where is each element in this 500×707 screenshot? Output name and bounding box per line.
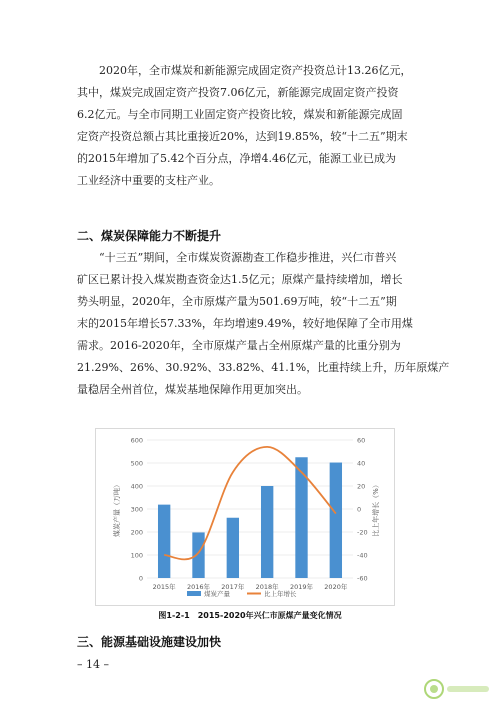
paragraph-coal (77, 247, 450, 401)
text-line: 其中，煤炭完成固定资产投资7.06亿元，新能源完成固定资产投资 (77, 86, 399, 99)
y-tick-label: 600 (130, 436, 143, 445)
y-tick-label: 300 (130, 505, 143, 514)
x-tick-label: 2015年 (152, 583, 176, 591)
y-axis-title: 煤炭产量（万吨） (113, 481, 121, 537)
y2-tick-label: 60 (357, 436, 366, 445)
section-heading-coal: 二、煤炭保障能力不断提升 (77, 229, 222, 243)
site-logo-watermark (422, 677, 492, 701)
text-line: 2020年，全市煤炭和新能源完成固定资产投资总计13.26亿元， (77, 64, 412, 77)
text-line: 末的2015年增长57.33%，年均增速9.49%，较好地保障了全市用煤 (77, 317, 413, 330)
y2-tick-label: -20 (357, 528, 368, 537)
text-line: 势头明显，2020年，全市原煤产量为501.69万吨，较“十二五”期 (77, 295, 397, 308)
text-line: “十三五”期间，全市煤炭资源勘查工作稳步推进，兴仁市普兴 (77, 251, 397, 264)
y-tick-label: 400 (130, 482, 143, 491)
figure-caption: 图1-2-1 2015-2020年兴仁市原煤产量变化情况 (158, 611, 342, 620)
bar-coal-output (261, 486, 273, 578)
text-line: 定资产投资总额占其比重接近20%，达到19.85%，较“十二五”期末 (77, 130, 408, 143)
y2-tick-label: 40 (357, 459, 366, 468)
bar-coal-output (158, 505, 170, 578)
text-line: 工业经济中重要的支柱产业。 (77, 174, 220, 187)
y2-tick-label: -40 (357, 551, 368, 560)
y-tick-label: 200 (130, 528, 143, 537)
x-tick-label: 2017年 (221, 583, 245, 591)
bar-coal-output (330, 463, 342, 578)
legend-label-growth: 比上年增长 (264, 590, 297, 598)
text-line: 矿区已累计投入煤炭勘查资金达1.5亿元；原煤产量持续增加，增长 (77, 273, 403, 286)
bar-coal-output (227, 518, 239, 578)
x-tick-label: 2020年 (324, 583, 348, 591)
x-tick-label: 2019年 (289, 583, 314, 591)
paragraph-investment (77, 60, 429, 192)
y-tick-label: 500 (130, 459, 143, 468)
coal-output-chart (95, 428, 395, 606)
legend-label-coal: 煤炭产量 (204, 590, 230, 598)
page-number: – 14 – (77, 658, 109, 671)
y2-tick-label: -60 (357, 574, 368, 583)
bar-coal-output (295, 457, 307, 578)
chart-svg (95, 428, 395, 606)
text-line: 21.29%、26%、30.92%、33.82%、41.1%，比重持续上升，历年原煤产 (77, 361, 450, 374)
legend-swatch-coal (187, 591, 201, 596)
text-line: 6.2亿元。与全市同期工业固定资产投资比较，煤炭和新能源完成固 (77, 108, 403, 121)
y2-axis-title: 比上年增长（%） (372, 481, 380, 537)
y-tick-label: 0 (138, 574, 143, 583)
y-tick-label: 100 (130, 551, 143, 560)
x-tick-label: 2016年 (186, 583, 211, 591)
x-tick-label: 2018年 (255, 583, 279, 591)
text-line: 量稳居全州首位，煤炭基地保障作用更加突出。 (77, 383, 308, 396)
y2-tick-label: 20 (357, 482, 366, 491)
y2-tick-label: 0 (357, 505, 362, 514)
section-heading-infrastructure: 三、能源基础设施建设加快 (77, 635, 222, 649)
bar-coal-output (192, 532, 204, 578)
text-line: 需求。2016-2020年，全市原煤产量占全州原煤产量的比重分别为 (77, 339, 401, 352)
text-line: 的2015年增加了5.42个百分点，净增4.46亿元，能源工业已成为 (77, 152, 396, 165)
